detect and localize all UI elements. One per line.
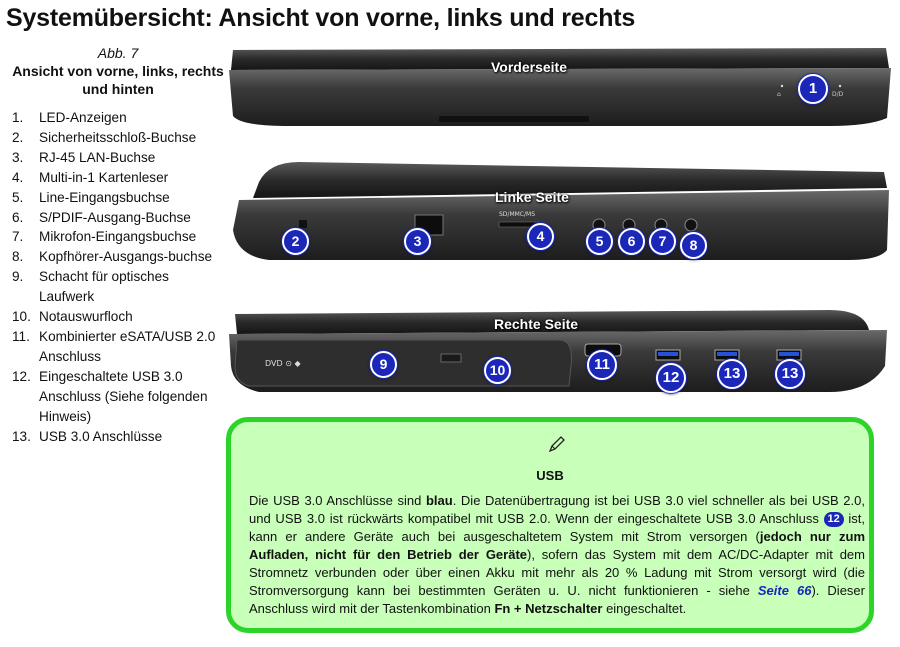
svg-text:SD/MMC/MS: SD/MMC/MS [499,211,535,218]
legend-item-text: Eingeschaltete USB 3.0 Anschluss (Siehe folgenden Hinweis) [39,368,208,424]
callout-6: 6 [618,228,645,255]
legend-item [12,307,227,327]
svg-text:D/D: D/D [832,91,844,98]
legend-item [12,148,227,168]
note-title: USB [536,468,564,483]
note-text: ), sofern das System mit dem AC/DC-Adapter mit dem Stromnetz verbunden oder über einen Akku mit mehr als 20 % Ladung mit Strom versorgt wird (die Stromversorgung kann bei bestimmten Geräten u. U. nicht funktionieren - siehe [249,547,865,598]
legend-item-number: 10. [12,309,31,325]
legend-item-number: 3. [12,149,24,165]
legend-item-number: 13. [12,428,31,444]
callout-11: 11 [587,350,617,380]
legend-item [12,128,227,148]
usb-note-box [226,417,874,633]
note-text: ). Dieser Anschluss wird mit der Tastenkombination [249,583,865,616]
legend-item [12,108,227,128]
legend-item-number: 5. [12,189,24,205]
legend-item-number: 4. [12,169,24,185]
note-text: ist, kann er andere Geräte auch bei ausgeschaltetem System mit Strom versorgen ( [249,511,865,544]
legend-item-text: RJ-45 LAN-Buchse [39,149,156,165]
callout-13: 13 [775,359,805,389]
svg-text:⌂: ⌂ [777,91,781,98]
legend-item [12,168,227,188]
page-title: Systemübersicht: Ansicht von vorne, links und rechts [6,4,636,32]
front-view-photo [229,46,891,142]
note-bold-shortcut: Fn + Netzschalter [494,601,603,616]
left-view-label: Linke Seite [495,189,569,205]
callout-8: 8 [680,232,707,259]
legend-item-text: Sicherheitsschloß-Buchse [39,129,197,145]
legend-item-number: 12. [12,368,31,384]
legend-item-number: 8. [12,249,24,265]
left-view-photo [229,160,891,270]
left-view-illustration [229,160,891,270]
legend-item [12,327,227,367]
note-bold-charging: jedoch nur zum Aufladen, nicht für den Betrieb der Geräte [249,529,866,562]
legend-item [12,227,227,247]
legend-item-number: 7. [12,229,24,245]
page-link[interactable]: Seite 66 [757,583,812,598]
legend-item-number: 9. [12,269,24,285]
figure-caption [12,44,224,98]
legend-item [12,267,227,307]
callout-1: 1 [798,74,828,104]
callout-12: 12 [656,363,686,393]
legend-item-number: 2. [12,129,24,145]
legend-item-text: Notauswurfloch [39,309,133,325]
front-view-label: Vorderseite [491,59,567,75]
legend-item-text: Kopfhörer-Ausgangs-buchse [39,249,213,265]
legend-item-text: Multi-in-1 Kartenleser [39,169,169,185]
callout-3: 3 [404,228,431,255]
right-view-label: Rechte Seite [494,316,579,332]
pen-icon [547,434,567,454]
legend-item [12,247,227,267]
callout-4: 4 [527,223,554,250]
inline-callout-12: 12 [824,512,844,527]
note-text: eingeschaltet. [602,601,687,616]
callout-7: 7 [649,228,676,255]
legend-item-text: S/PDIF-Ausgang-Buchse [39,209,191,225]
legend-item-number: 1. [12,110,24,125]
figure-caption-text: Ansicht von vorne, links, rechts und hinten [12,63,224,97]
legend-list [12,108,227,446]
callout-9: 9 [370,351,397,378]
svg-text:DVD ⊙ ◆: DVD ⊙ ◆ [265,359,301,368]
legend-item-text: Schacht für optisches Laufwerk [39,269,169,305]
legend-item-text: Line-Eingangsbuchse [39,189,170,205]
figure-number: Abb. 7 [97,45,139,61]
legend-item [12,427,227,447]
legend-item [12,188,227,208]
note-text: . Die Datenübertragung ist bei USB 3.0 viel schneller als bei USB 2.0, und USB 3.0 ist rückwärts kompatibel mit USB 2.0. Wenn der eingeschaltete USB 3.0 Anschluss [249,493,865,526]
legend-item-number: 6. [12,209,24,225]
legend-item-number: 11. [12,328,30,344]
right-view-photo [229,306,891,402]
note-text: Die USB 3.0 Anschlüsse sind [249,493,426,508]
legend-item-text: USB 3.0 Anschlüsse [39,428,163,444]
legend-item-text: Kombinierter eSATA/USB 2.0 Anschluss [39,328,216,364]
legend-item-text: LED-Anzeigen [39,110,127,125]
legend-item-text: Mikrofon-Eingangsbuchse [39,229,197,245]
callout-13: 13 [717,359,747,389]
legend-item [12,208,227,228]
note-body [249,492,865,618]
legend-item [12,367,227,427]
note-bold-blau: blau [425,493,453,508]
callout-2: 2 [282,228,309,255]
callout-5: 5 [586,228,613,255]
callout-10: 10 [484,357,511,384]
